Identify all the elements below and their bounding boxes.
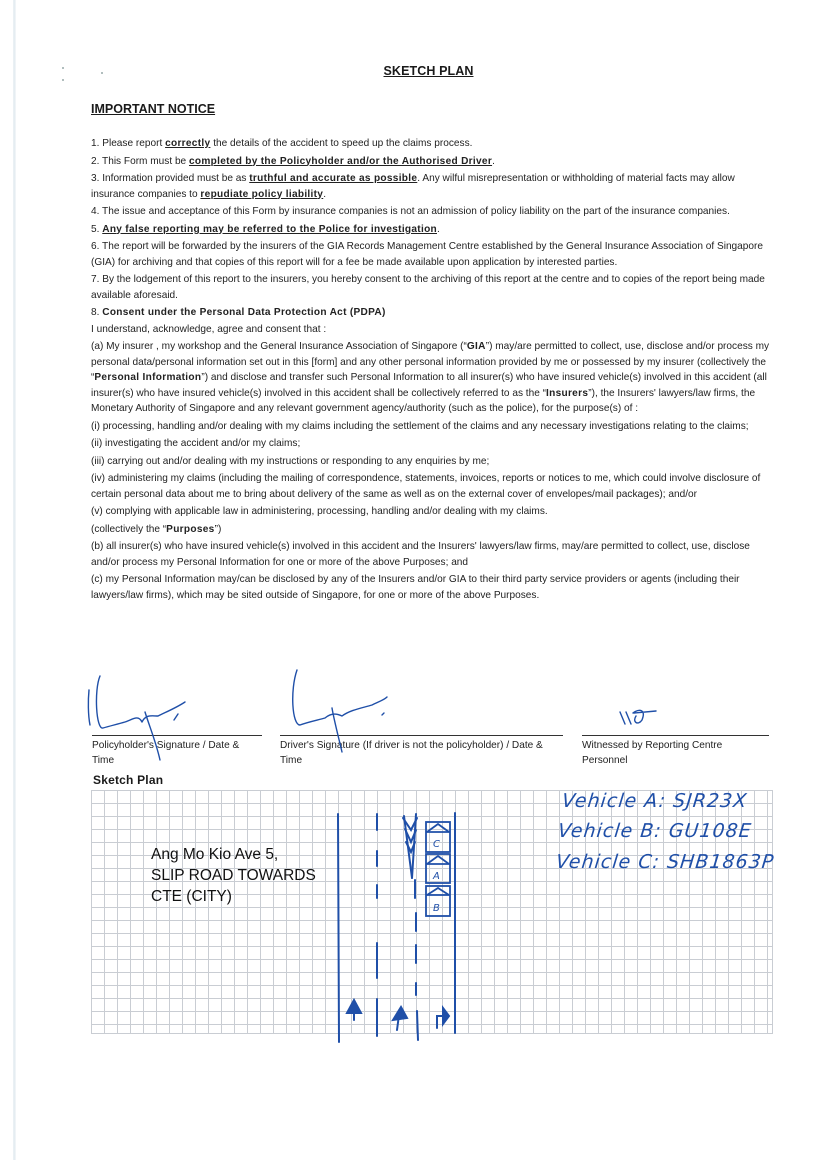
witness-signature-label: Witnessed by Reporting Centre Personnel <box>582 740 723 766</box>
notice-item-2: 2. This Form must be completed by the Policyholder and/or the Authorised Driver. <box>91 155 495 167</box>
notice-item-4: 4. The issue and acceptance of this Form by insurance companies is not an admission of policy liability on the part of the insurance companies. <box>91 206 730 217</box>
vehicle-a-note: Vehicle A: SJR23X <box>560 790 749 812</box>
pdpa-purpose-ii: (ii) investigating the accident and/or my claims; <box>91 438 301 449</box>
sketch-plan-heading: Sketch Plan <box>93 773 164 787</box>
vehicle-b-note: Vehicle B: GU108E <box>556 820 753 842</box>
pdpa-collectively: (collectively the “Purposes”) <box>91 523 222 535</box>
notice-item-1: 1. Please report correctly the details of the accident to speed up the claims process. <box>91 138 473 149</box>
pdpa-purpose-iii: (iii) carrying out and/or dealing with my instructions or responding to any enquiries by me; <box>91 455 490 467</box>
notice-item-8: 8. Consent under the Personal Data Protection Act (PDPA) <box>91 307 386 318</box>
notice-item-5: 5. Any false reporting may be referred to the Police for investigation. <box>91 223 440 235</box>
notice-item-7: 7. By the lodgement of this report to the insurers, you hereby consent to the archiving of this report at the centre and to copies of the report being made available aforesaid. <box>91 274 765 301</box>
car-label-c: C <box>433 839 440 850</box>
car-label-b: B <box>433 903 440 914</box>
vehicles-in-queue <box>426 822 450 916</box>
pdpa-clause-c: (c) my Personal Information may/can be disclosed by any of the Insurers and/or GIA to their third party service providers or agents (including their lawyers/law firms), which may be sited outside of Singapore, for one or more of the above Purposes. <box>91 574 740 601</box>
location-line-2: SLIP ROAD TOWARDS <box>151 867 316 884</box>
location-line-3: CTE (CITY) <box>151 888 232 905</box>
pdpa-clause-a: (a) My insurer , my workshop and the General Insurance Association of Singapore (“GIA”) may/are permitted to collect, use, disclose and/or process my personal data/personal information set out in this [form] and any other personal information provided by me or possessed by my insurer (collectively the “Personal Information”) and disclose and transfer such Personal Information to all insurer(s) who have insured vehicle(s) involved in this accident (all insurer(s) who have insured vehicle(s) involved in this accident shall be collectively referred to as the “Insurers”), the Insurers' lawyers/law firms, the Monetary Authority of Singapore and any relevant government agency/authority (such as the police), for the purpose(s) of : <box>91 341 770 414</box>
pdpa-purpose-v: (v) complying with applicable law in administering, processing, handling and/or dealing with my claims. <box>91 506 548 517</box>
notice-item-3: 3. Information provided must be as truthful and accurate as possible. Any wilful misrepresentation or withholding of material facts may allow insurance companies to repudiate policy liability. <box>91 173 735 200</box>
driver-signature-label: Driver's Signature (If driver is not the policyholder) / Date & Time <box>280 740 543 766</box>
pdpa-intro: I understand, acknowledge, agree and consent that : <box>91 323 327 335</box>
pdpa-clause-b: (b) all insurer(s) who have insured vehicle(s) involved in this accident and the Insurers' lawyers/law firms, may/are permitted to collect, use, disclose and/or process my Personal Information for one or more of the above Purposes; and <box>91 541 750 568</box>
pdpa-purpose-i: (i) processing, handling and/or dealing with my claims including the settlement of the claims and any necessary investigations relating to the claims; <box>91 420 749 432</box>
document-title: SKETCH PLAN <box>383 64 474 78</box>
policyholder-signature-label: Policyholder's Signature / Date & Time <box>92 740 240 766</box>
location-line-1: Ang Mo Kio Ave 5, <box>151 846 279 863</box>
car-label-a: A <box>433 871 440 882</box>
road-edge-left <box>338 814 339 1042</box>
pdpa-purpose-iv: (iv) administering my claims (including the mailing of correspondence, statements, invoices, reports or notices to me, which could involve disclosure of certain personal data about me to bring about delivery of the same as well as on the external cover of envelopes/mail packages); and/or <box>91 473 761 500</box>
notice-item-6: 6. The report will be forwarded by the insurers of the GIA Records Management Centre established by the General Insurance Association of Singapore (GIA) for archiving and that copies of this report will for a fee be made available upon application by interested parties. <box>91 241 763 268</box>
vehicle-c-note: Vehicle C: SHB1863P <box>554 851 776 873</box>
notice-title: IMPORTANT NOTICE <box>91 102 216 116</box>
